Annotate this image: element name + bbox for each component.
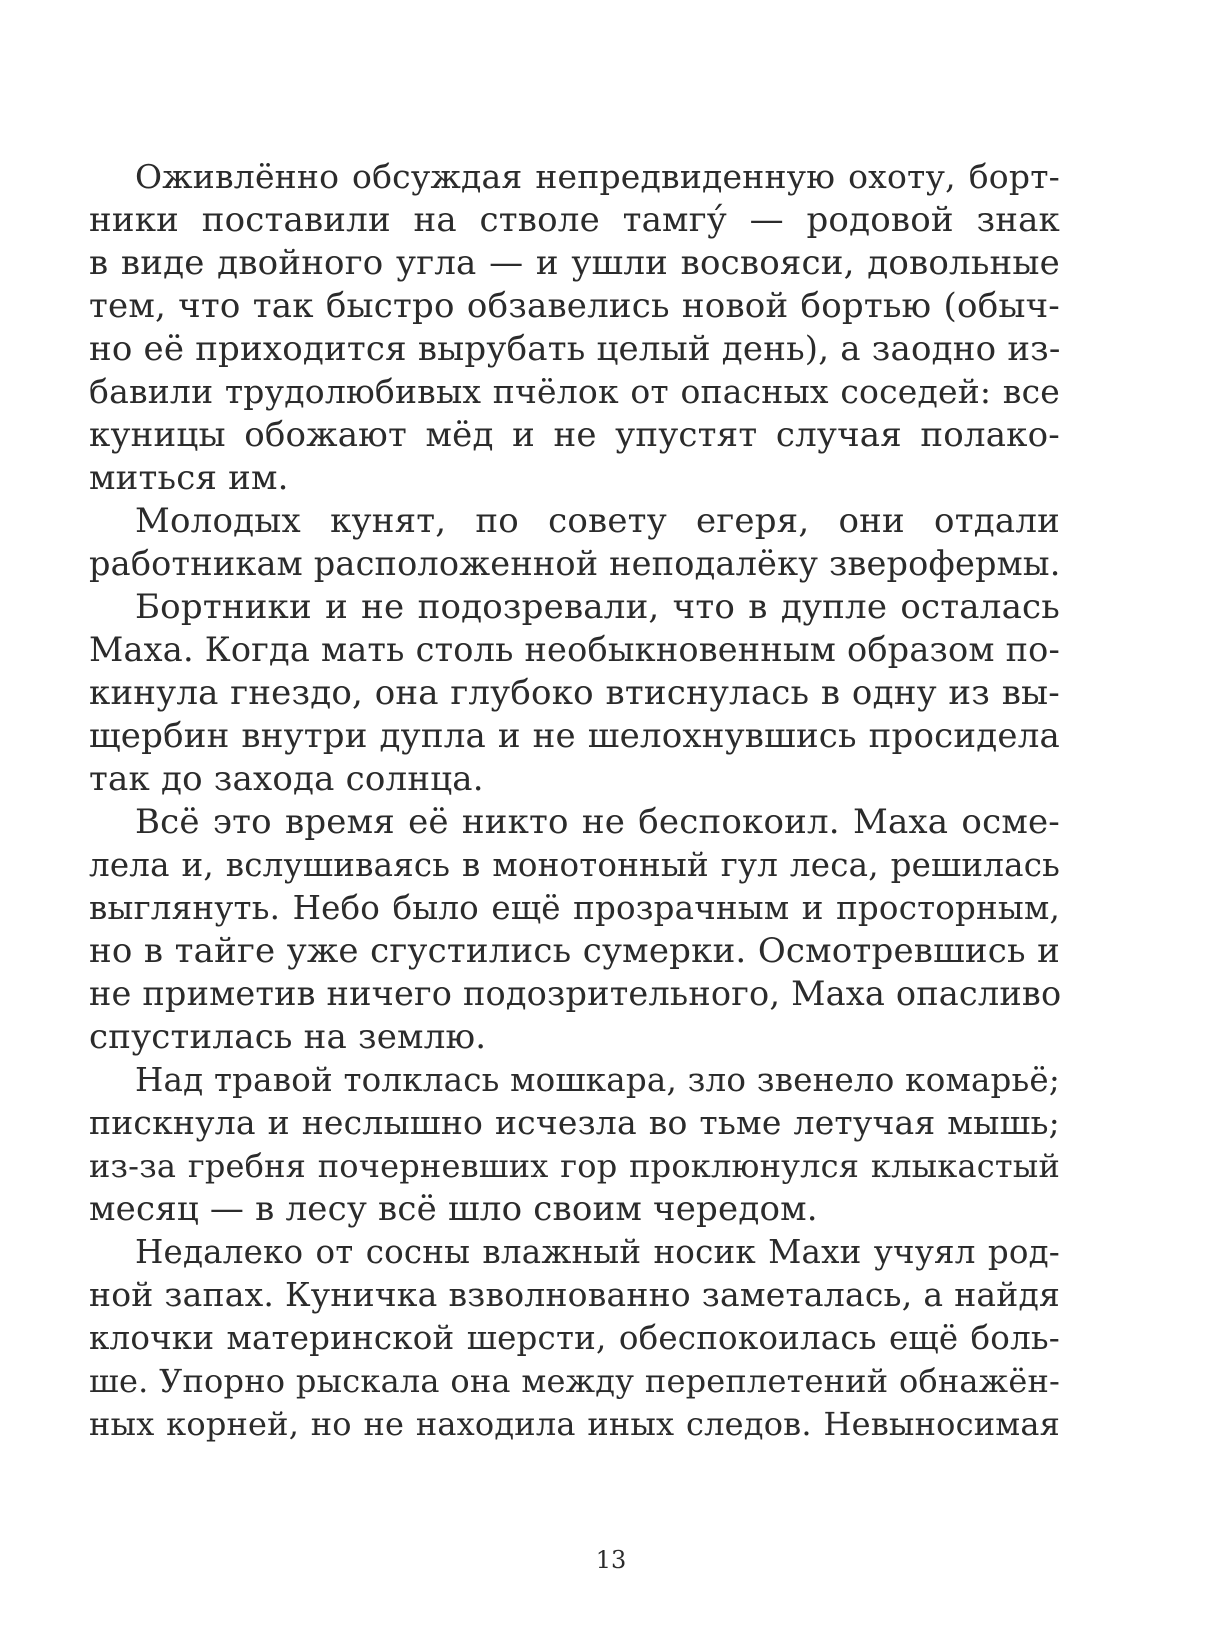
text-line: ники поставили на стволе тамгу́ — родовой знак	[89, 200, 1060, 240]
text-line: Всё это время её никто не беспокоил. Маха осме-	[135, 802, 1060, 842]
text-line: ной запах. Куничка взволнованно заметалась, а найдя	[89, 1275, 1060, 1314]
text-line: кинула гнездо, она глубоко втиснулась в одну из вы-	[89, 673, 1060, 713]
text-line: Маха. Когда мать столь необыкновенным образом по-	[89, 630, 1060, 669]
text-line: клочки материнской шерсти, обеспокоилась ещё боль-	[89, 1319, 1060, 1357]
text-line: тем, что так быстро обзавелись новой бортью (обыч-	[89, 286, 1060, 326]
text-line: так до захода солнца.	[89, 759, 484, 799]
text-line: ных корней, но не находила иных следов. Невыносимая	[89, 1405, 1060, 1443]
text-line: пискнула и неслышно исчезла во тьме летучая мышь;	[89, 1103, 1060, 1142]
text-line: в виде двойного угла — и ушли восвояси, довольные	[89, 243, 1060, 283]
text-line: Бортники и не подозревали, что в дупле осталась	[135, 587, 1060, 627]
text-line: месяц — в лесу всё шло своим чередом.	[89, 1189, 818, 1229]
text-line: не приметив ничего подозрительного, Маха опасливо	[89, 974, 1062, 1013]
text-line: миться им.	[89, 458, 289, 498]
text-line: бавили трудолюбивых пчёлок от опасных соседей: все	[89, 372, 1060, 411]
text-line: Оживлённо обсуждая непредвиденную охоту, борт-	[135, 157, 1060, 196]
text-line: выглянуть. Небо было ещё прозрачным и просторным,	[89, 889, 1060, 927]
text-line: Недалеко от сосны влажный носик Махи учуял род-	[135, 1233, 1060, 1271]
text-line: Над травой толклась мошкара, зло звенело комарьё;	[135, 1061, 1060, 1099]
text-line: работникам расположенной неподалёку зверофермы.	[89, 544, 1061, 583]
text-line: спустилась на землю.	[89, 1017, 487, 1057]
text-line: щербин внутри дупла и не шелохнувшись просидела	[89, 716, 1060, 756]
text-line: лела и, вслушиваясь в монотонный гул леса, решилась	[89, 846, 1060, 884]
text-line: но в тайге уже сгустились сумерки. Осмотревшись и	[89, 931, 1060, 971]
text-line: из-за гребня почерневших гор проклюнулся клыкастый	[89, 1147, 1060, 1185]
text-line: Молодых кунят, по совету егеря, они отдали	[135, 501, 1060, 541]
text-line: ше. Упорно рыскала она между переплетений обнажён-	[89, 1362, 1060, 1400]
text-line: куницы обожают мёд и не упустят случая полако-	[89, 415, 1060, 455]
text-line: но её приходится вырубать целый день), а заодно из-	[89, 329, 1061, 369]
page-number: 13	[595, 1546, 627, 1574]
